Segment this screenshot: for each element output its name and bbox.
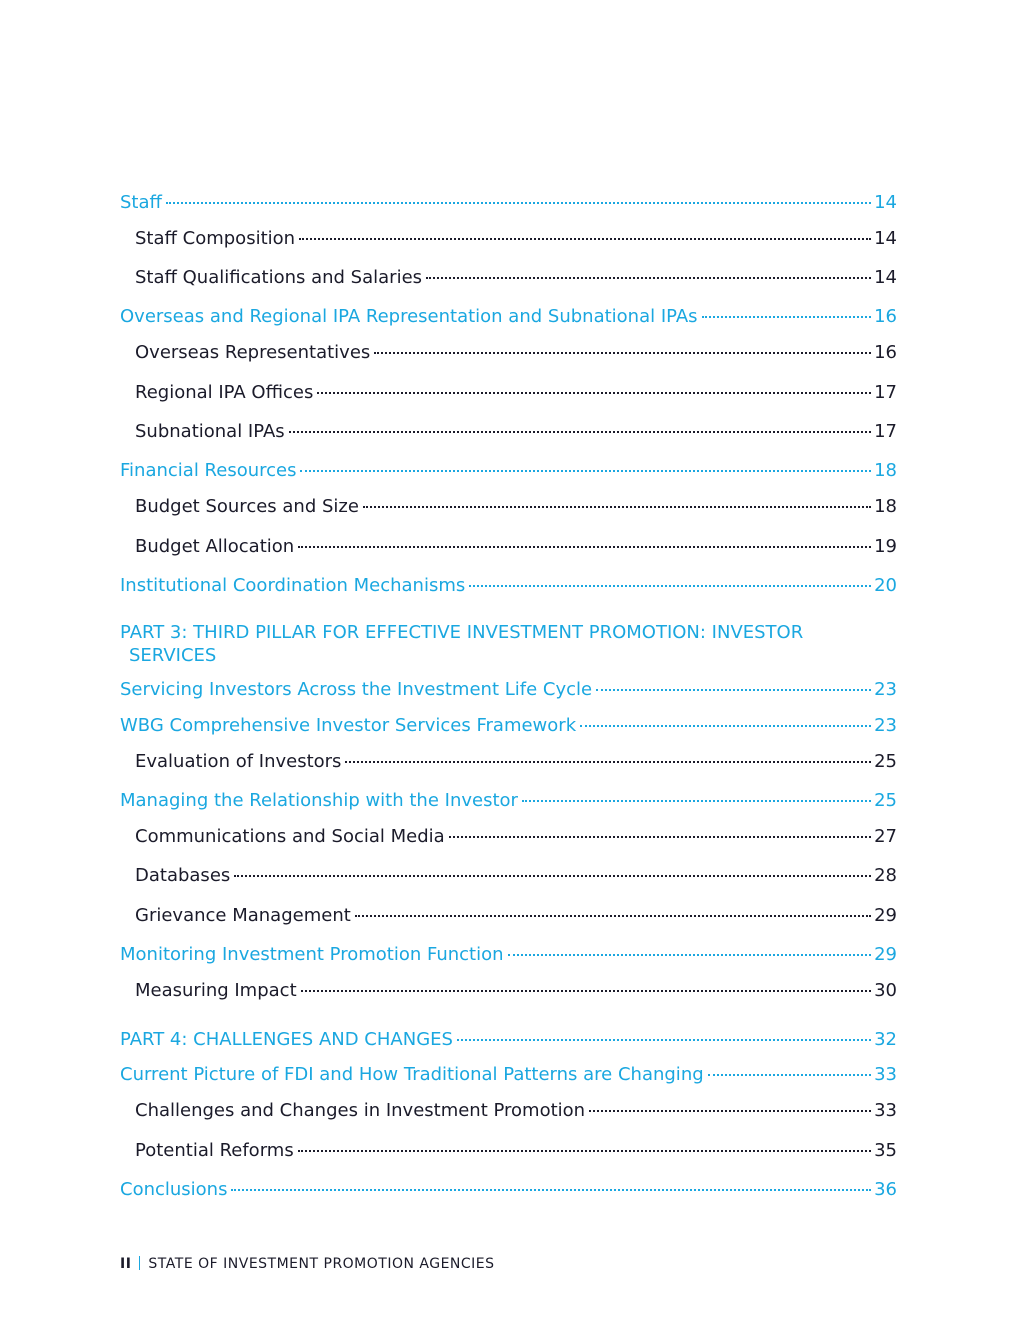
toc-entry-page: 14 <box>874 228 897 249</box>
toc-entry[interactable] <box>120 1179 897 1201</box>
toc-entry[interactable] <box>120 1029 897 1051</box>
toc-entry-title: Potential Reforms <box>135 1140 294 1161</box>
dot-leader <box>469 585 871 587</box>
toc-entry-title: Staff Qualifications and Salaries <box>135 267 423 288</box>
toc-entry-page: 33 <box>874 1064 897 1085</box>
toc-entry-page: 25 <box>874 790 897 811</box>
toc-entry-page: 29 <box>874 905 897 926</box>
toc-entry-page: 23 <box>874 679 897 700</box>
toc-entry-title: Databases <box>135 865 231 886</box>
toc-entry[interactable] <box>135 826 897 848</box>
toc-entry-page: 25 <box>874 751 897 772</box>
toc-entry-title: WBG Comprehensive Investor Services Framework <box>120 715 577 736</box>
dot-leader <box>355 915 871 917</box>
dot-leader <box>298 1150 871 1152</box>
toc-entry-page: 17 <box>874 421 897 442</box>
toc-entry-page: 30 <box>874 980 897 1001</box>
dot-leader <box>301 990 871 992</box>
toc-entry[interactable] <box>135 905 897 927</box>
dot-leader <box>702 316 872 318</box>
dot-leader <box>166 202 871 204</box>
toc-entry[interactable] <box>135 342 897 364</box>
toc-entry-title: Staff <box>120 192 162 213</box>
toc-entry[interactable] <box>120 679 897 701</box>
toc-entry-page: 18 <box>874 496 897 517</box>
toc-entry-page: 14 <box>874 267 897 288</box>
toc-entry[interactable] <box>135 382 897 404</box>
toc-entry[interactable] <box>135 228 897 250</box>
toc-entry[interactable] <box>120 575 897 597</box>
toc-entry-page: 14 <box>874 192 897 213</box>
toc-entry-title: Budget Allocation <box>135 536 295 557</box>
toc-entry-page: 33 <box>874 1100 897 1121</box>
toc-entry[interactable] <box>135 267 897 289</box>
toc-entry-page: 18 <box>874 460 897 481</box>
toc-entry[interactable] <box>135 980 897 1002</box>
toc-entry-title: Staff Composition <box>135 228 296 249</box>
dot-leader <box>522 800 871 802</box>
toc-entry-page: 27 <box>874 826 897 847</box>
toc-entry-title: Subnational IPAs <box>135 421 285 442</box>
toc-entry-page: 28 <box>874 865 897 886</box>
dot-leader <box>596 689 871 691</box>
toc-entry-page: 16 <box>874 342 897 363</box>
toc-entry-page: 20 <box>874 575 897 596</box>
dot-leader <box>299 238 871 240</box>
footer-page-number: II <box>120 1256 132 1272</box>
dot-leader <box>300 470 871 472</box>
dot-leader <box>457 1039 871 1041</box>
dot-leader <box>298 546 871 548</box>
footer-divider <box>139 1256 140 1270</box>
dot-leader <box>363 506 871 508</box>
toc-entry[interactable] <box>135 1140 897 1162</box>
toc-entry[interactable] <box>135 751 897 773</box>
toc-entry-title: PART 4: CHALLENGES AND CHANGES <box>120 1029 453 1050</box>
part-3-heading[interactable] <box>120 621 880 667</box>
toc-entry-title: Financial Resources <box>120 460 297 481</box>
dot-leader <box>345 761 871 763</box>
toc-entry[interactable] <box>120 790 897 812</box>
toc-entry-page: 17 <box>874 382 897 403</box>
footer-running-title: STATE OF INVESTMENT PROMOTION AGENCIES <box>148 1256 495 1272</box>
toc-entry-page: 29 <box>874 944 897 965</box>
toc-entry-title: Measuring Impact <box>135 980 297 1001</box>
toc-entry-page: 35 <box>874 1140 897 1161</box>
toc-entry-page: 23 <box>874 715 897 736</box>
dot-leader <box>317 392 871 394</box>
toc-entry[interactable] <box>120 715 897 737</box>
toc-entry[interactable] <box>135 1100 897 1122</box>
dot-leader <box>589 1110 871 1112</box>
toc-entry[interactable] <box>135 865 897 887</box>
toc-entry[interactable] <box>135 421 897 443</box>
toc-entry-title: Budget Sources and Size <box>135 496 359 517</box>
dot-leader <box>234 875 871 877</box>
toc-entry-title: Evaluation of Investors <box>135 751 342 772</box>
toc-entry-title: Monitoring Investment Promotion Function <box>120 944 504 965</box>
page-footer <box>120 1256 495 1272</box>
toc-entry-title: Challenges and Changes in Investment Promotion <box>135 1100 586 1121</box>
toc-entry-title: Conclusions <box>120 1179 228 1200</box>
toc-entry-title: Overseas and Regional IPA Representation and Subnational IPAs <box>120 306 698 327</box>
toc-entry[interactable] <box>120 460 897 482</box>
dot-leader <box>374 352 871 354</box>
toc-entry[interactable] <box>135 536 897 558</box>
dot-leader <box>508 954 872 956</box>
dot-leader <box>426 277 871 279</box>
dot-leader <box>289 431 871 433</box>
toc-entry-page: 32 <box>874 1029 897 1050</box>
dot-leader <box>580 725 871 727</box>
toc-entry[interactable] <box>120 944 897 966</box>
dot-leader <box>708 1074 871 1076</box>
toc-entry[interactable] <box>135 496 897 518</box>
toc-entry-title: Institutional Coordination Mechanisms <box>120 575 466 596</box>
toc-entry-title: Servicing Investors Across the Investment Life Cycle <box>120 679 593 700</box>
toc-entry-title: Managing the Relationship with the Investor <box>120 790 518 811</box>
toc-entry[interactable] <box>120 1064 897 1086</box>
part-heading-line: SERVICES <box>129 645 217 666</box>
toc-entry-title: Communications and Social Media <box>135 826 445 847</box>
part-heading-line: PART 3: THIRD PILLAR FOR EFFECTIVE INVESTMENT PROMOTION: INVESTOR <box>120 622 804 643</box>
toc-entry-title: Regional IPA Offices <box>135 382 314 403</box>
dot-leader <box>449 836 871 838</box>
toc-entry[interactable] <box>120 192 897 214</box>
toc-entry-page: 36 <box>874 1179 897 1200</box>
toc-entry-title: Current Picture of FDI and How Traditional Patterns are Changing <box>120 1064 704 1085</box>
toc-entry-page: 19 <box>874 536 897 557</box>
dot-leader <box>231 1189 871 1191</box>
toc-entry-title: Overseas Representatives <box>135 342 371 363</box>
toc-entry-page: 16 <box>874 306 897 327</box>
toc-entry-title: Grievance Management <box>135 905 351 926</box>
toc-entry[interactable] <box>120 306 897 328</box>
